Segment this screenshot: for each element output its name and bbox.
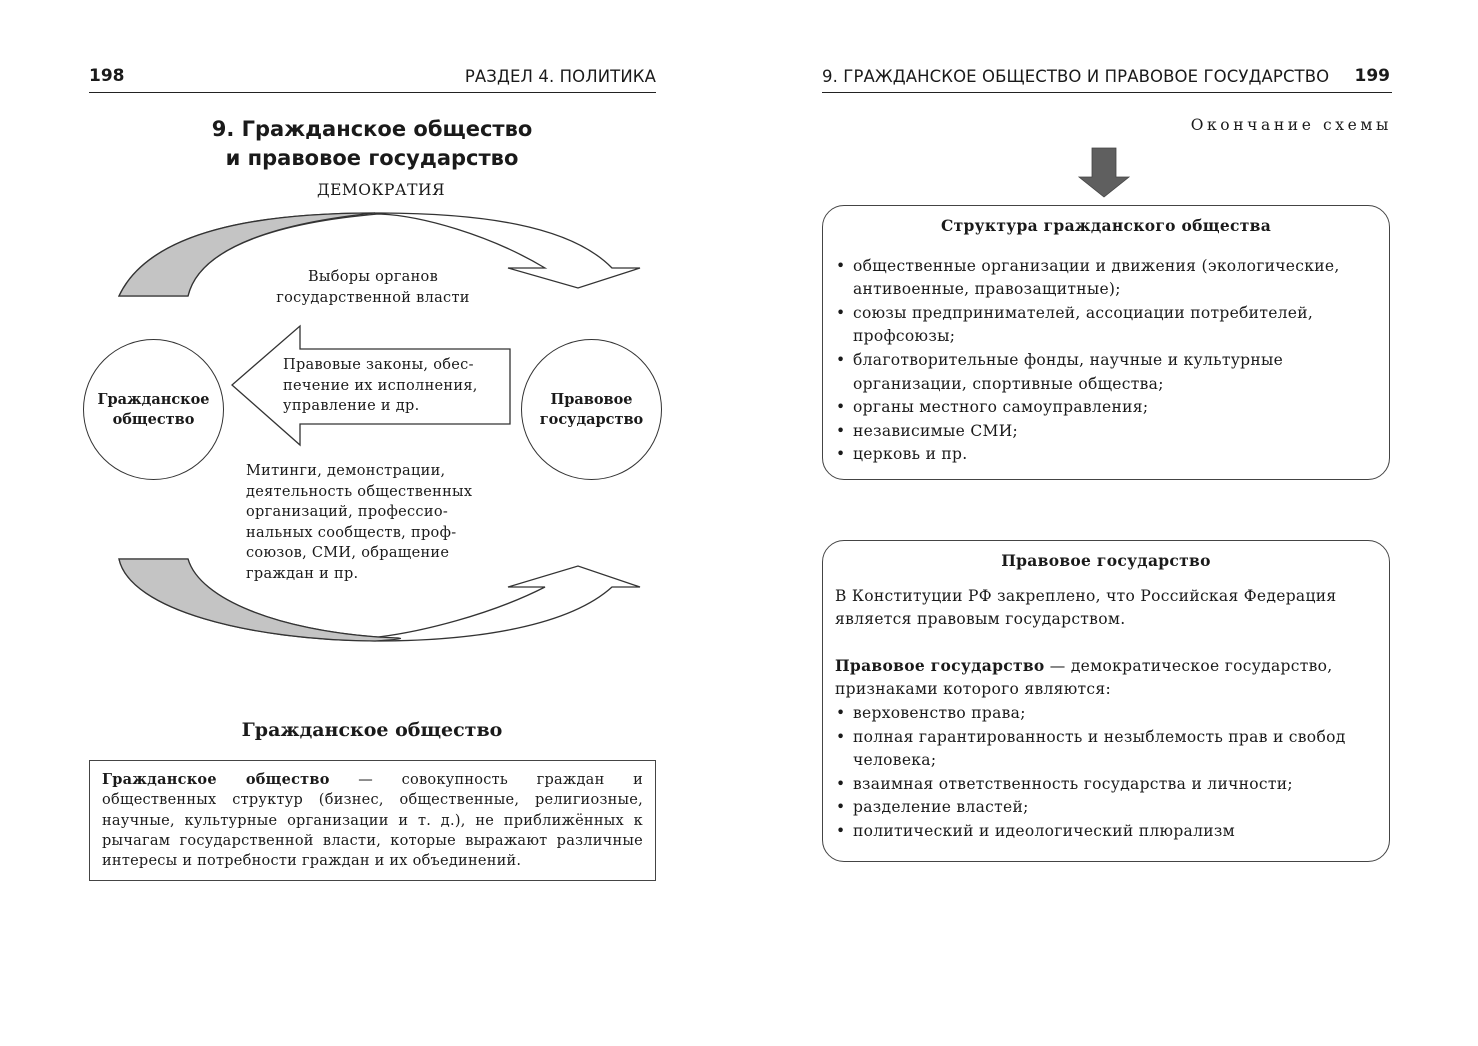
rule-of-law-box-title: Правовое государство — [1001, 551, 1211, 570]
structure-item: • благотворительные фонды, научные и культурные организации, спортивные общества; — [835, 349, 1377, 396]
running-head-left: РАЗДЕЛ 4. ПОЛИТИКА — [464, 67, 656, 86]
chapter-title-line1: 9. Гражданское общество — [211, 117, 533, 141]
spacer — [835, 632, 1377, 654]
right-circle-line2: государство — [539, 410, 644, 428]
structure-item: • независимые СМИ; — [835, 420, 1377, 444]
page-number-left: 198 — [89, 66, 125, 86]
feature-item: • разделение властей; — [835, 796, 1377, 820]
right-circle-line1: Правовое — [550, 390, 633, 408]
structure-item: • союзы предпринимателей, ассоциации потребителей, профсоюзы; — [835, 302, 1377, 349]
page-number-right: 199 — [1354, 66, 1390, 86]
structure-item: • церковь и пр. — [835, 443, 1377, 467]
bottom-text-line: организаций, профессио- — [246, 504, 449, 520]
structure-item: • общественные организации и движения (экологические, антивоенные, правозащитные); — [835, 255, 1377, 302]
civil-society-definition-box — [89, 760, 656, 881]
middle-arrow-line: Правовые законы, обес- — [283, 357, 474, 373]
democracy-label: ДЕМОКРАТИЯ — [316, 181, 446, 199]
structure-list — [835, 255, 1377, 467]
feature-item: • политический и идеологический плюрализм — [835, 820, 1377, 844]
middle-arrow-text — [283, 355, 478, 417]
top-arrow-text-line2: государственной власти — [276, 289, 470, 306]
feature-item: • верховенство права; — [835, 702, 1377, 726]
down-arrow-right-icon — [1079, 148, 1129, 197]
rule-of-law-features — [835, 702, 1377, 844]
definition-text: — совокупность граждан и общественных структур (бизнес, общественные, религиозные, научные, культурные организации и т. д.), не приближённых к рычагам государственной власти, которые выражают различные интересы и потребности граждан и их объединений. — [102, 772, 644, 870]
feature-item: • полная гарантированность и незыблемость прав и свобод человека; — [835, 726, 1377, 773]
bottom-text-line: Митинги, демонстрации, — [246, 463, 446, 479]
running-head-right: 9. ГРАЖДАНСКОЕ ОБЩЕСТВО И ПРАВОВОЕ ГОСУДАРСТВО — [822, 67, 1330, 86]
left-circle-line2: общество — [112, 410, 195, 428]
middle-arrow-line: печение их исполнения, — [283, 377, 478, 394]
rule-of-law-definition-text: — демократическое государство, признаками которого являются: — [835, 656, 1333, 699]
top-arrow-text — [220, 267, 526, 308]
bottom-text-line: деятельность общественных — [246, 483, 473, 500]
civil-society-structure-box — [822, 205, 1390, 480]
rule-of-law-term: Правовое государство — [835, 655, 1045, 675]
definition-term: Гражданское общество — [102, 771, 330, 788]
bottom-arrow-text — [246, 461, 472, 584]
down-arrow-right — [1070, 140, 1150, 200]
bottom-text-line: граждан и пр. — [246, 565, 359, 582]
structure-box-title: Структура гражданского общества — [940, 216, 1272, 235]
left-circle-line1: Гражданское — [97, 390, 210, 408]
rule-of-law-state-circle — [521, 339, 662, 480]
rule-of-law-box — [822, 540, 1390, 862]
middle-arrow-line: управление и др. — [283, 398, 420, 414]
rule-of-law-intro: В Конституции РФ закреплено, что Российская Федерация является правовым государством. — [835, 586, 1337, 629]
rule-of-law-definition — [835, 654, 1377, 702]
structure-item: • органы местного самоуправления; — [835, 396, 1377, 420]
top-arrow-text-line1: Выборы органов — [307, 269, 439, 285]
header-rule-right — [822, 92, 1392, 93]
continuation-label: Окончание схемы — [1190, 116, 1392, 134]
bottom-text-line: союзов, СМИ, обращение — [246, 545, 450, 561]
feature-item: • взаимная ответственность государства и личности; — [835, 773, 1377, 797]
civil-society-section-title: Гражданское общество — [241, 719, 503, 741]
bottom-text-line: нальных сообществ, проф- — [246, 524, 457, 541]
civil-society-circle — [83, 339, 224, 480]
chapter-title-line2: и правовое государство — [225, 146, 519, 170]
